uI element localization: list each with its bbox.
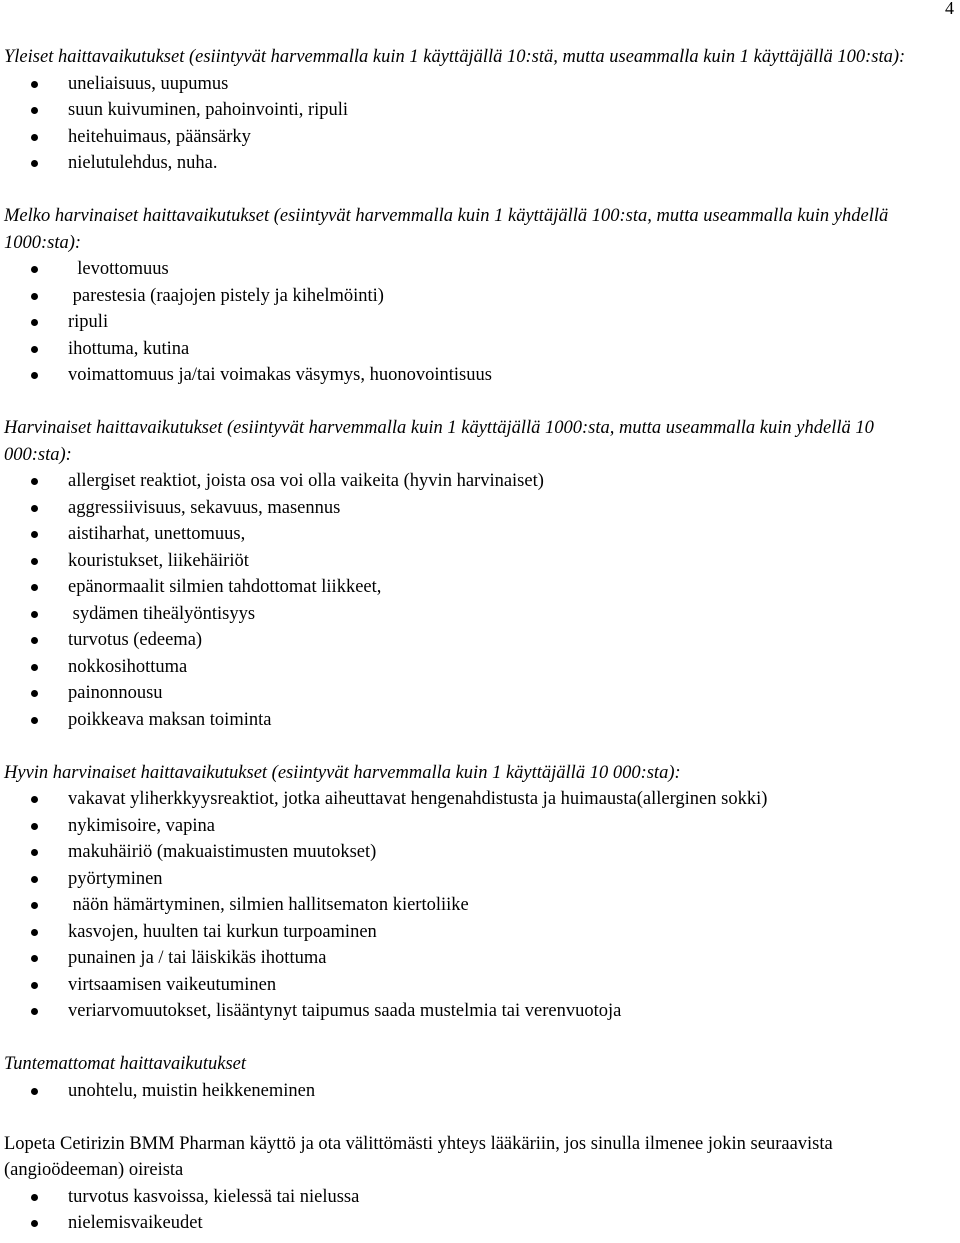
list-item: epänormaalit silmien tahdottomat liikkeet,	[4, 574, 934, 601]
list-item: suun kuivuminen, pahoinvointi, ripuli	[4, 97, 934, 124]
list-item: nielemisvaikeudet	[4, 1210, 934, 1237]
section-heading-common: Yleiset haittavaikutukset (esiintyvät harvemmalla kuin 1 käyttäjällä 10:stä, mutta useammalla kuin 1 käyttäjällä 100:sta):	[4, 47, 906, 67]
list-item: ripuli	[4, 309, 934, 336]
list-item: ihottuma, kutina	[4, 336, 934, 363]
list-item: aggressiivisuus, sekavuus, masennus	[4, 495, 934, 522]
list-item: voimattomuus ja/tai voimakas väsymys, huonovointisuus	[4, 362, 934, 389]
list-item: parestesia (raajojen pistely ja kihelmöinti)	[4, 283, 934, 310]
list-item: nielutulehdus, nuha.	[4, 150, 934, 177]
document-body	[4, 44, 934, 1237]
list-item: turvotus kasvoissa, kielessä tai nielussa	[4, 1184, 934, 1211]
list-item: heitehuimaus, päänsärky	[4, 124, 934, 151]
list-item: nykimisoire, vapina	[4, 813, 934, 840]
list-item: poikkeava maksan toiminta	[4, 707, 934, 734]
list-item: levottomuus	[4, 256, 934, 283]
list-item: veriarvomuutokset, lisääntynyt taipumus saada mustelmia tai verenvuotoja	[4, 998, 934, 1025]
section-heading-unknown: Tuntemattomat haittavaikutukset	[4, 1054, 247, 1074]
list-unknown	[4, 1078, 934, 1105]
list-item: allergiset reaktiot, joista osa voi olla vaikeita (hyvin harvinaiset)	[4, 468, 934, 495]
list-common	[4, 71, 934, 177]
list-very-rare	[4, 786, 934, 1025]
list-item: aistiharhat, unettomuus,	[4, 521, 934, 548]
list-item: painonnousu	[4, 680, 934, 707]
list-item: virtsaamisen vaikeutuminen	[4, 972, 934, 999]
list-item: turvotus (edeema)	[4, 627, 934, 654]
list-item: näön hämärtyminen, silmien hallitsematon kiertoliike	[4, 892, 934, 919]
section-heading-very-rare: Hyvin harvinaiset haittavaikutukset (esiintyvät harvemmalla kuin 1 käyttäjällä 10 000:sta):	[4, 762, 681, 783]
list-item: kouristukset, liikehäiriöt	[4, 548, 934, 575]
page-number: 4	[945, 0, 954, 18]
list-item: uneliaisuus, uupumus	[4, 71, 934, 98]
list-item: nokkosihottuma	[4, 654, 934, 681]
section-heading-uncommon: Melko harvinaiset haittavaikutukset (esiintyvät harvemmalla kuin 1 käyttäjällä 100:sta, mutta useammalla kuin yhdellä 1000:sta):	[4, 206, 889, 253]
list-item: kasvojen, huulten tai kurkun turpoaminen	[4, 919, 934, 946]
section-heading-rare: Harvinaiset haittavaikutukset (esiintyvät harvemmalla kuin 1 käyttäjällä 1000:sta, mutta useammalla kuin yhdellä 10 000:sta):	[4, 418, 874, 465]
list-rare	[4, 468, 934, 733]
list-uncommon	[4, 256, 934, 389]
list-item: sydämen tiheälyöntisyys	[4, 601, 934, 628]
list-item: pyörtyminen	[4, 866, 934, 893]
warning-paragraph: Lopeta Cetirizin BMM Pharman käyttö ja ota välittömästi yhteys lääkäriin, jos sinulla ilmenee jokin seuraavista (angioödeeman) oireista	[4, 1133, 833, 1180]
list-item: makuhäiriö (makuaistimusten muutokset)	[4, 839, 934, 866]
list-item: vakavat yliherkkyysreaktiot, jotka aiheuttavat hengenahdistusta ja huimausta(allerginen sokki)	[4, 786, 934, 813]
list-item: unohtelu, muistin heikkeneminen	[4, 1078, 934, 1105]
list-item: punainen ja / tai läiskikäs ihottuma	[4, 945, 934, 972]
list-angioedema-symptoms	[4, 1184, 934, 1237]
